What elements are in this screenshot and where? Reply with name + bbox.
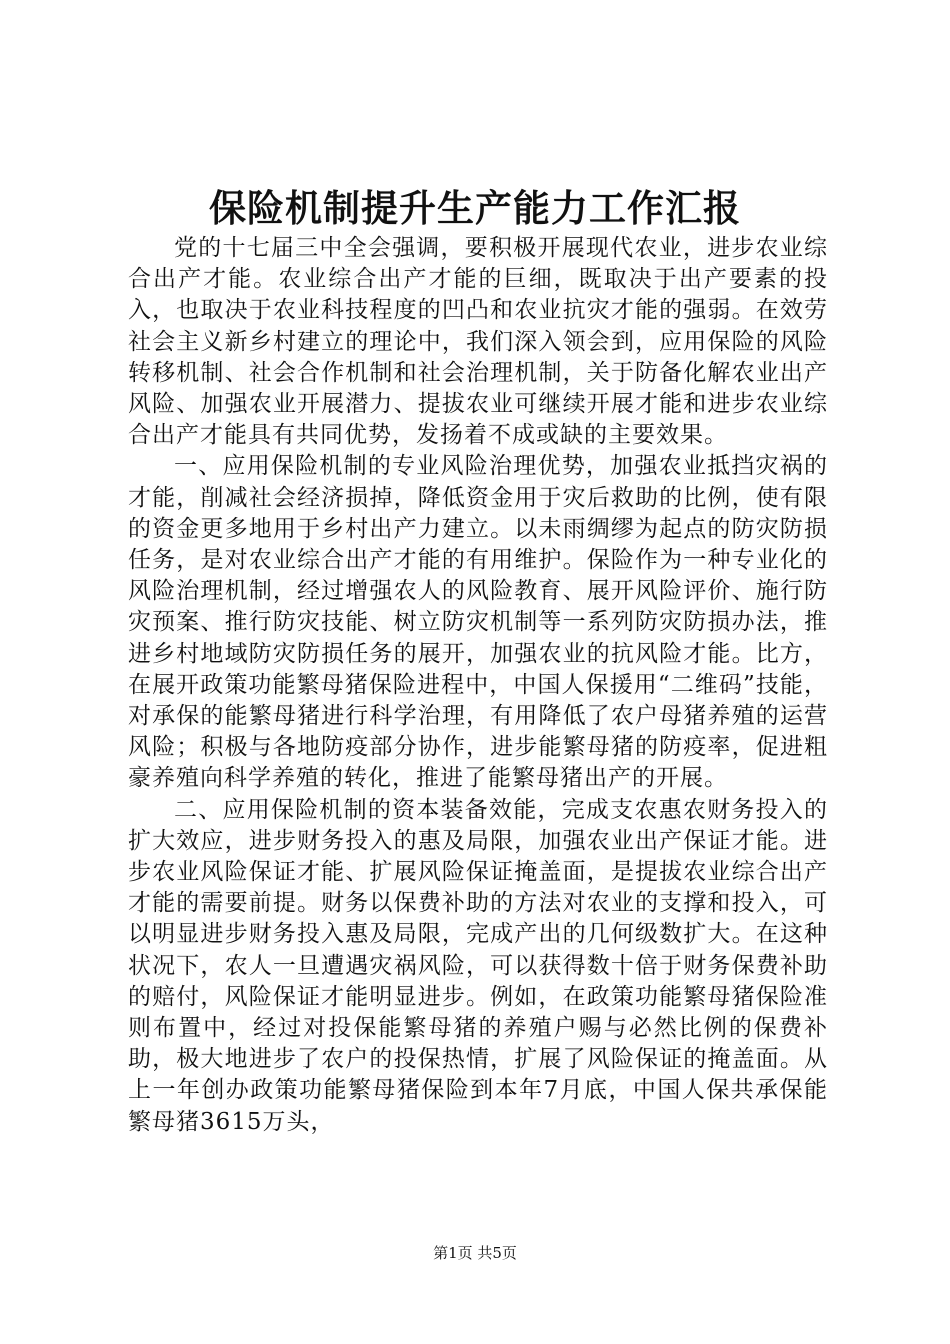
- paragraph-section-two: 二、应用保险机制的资本装备效能，完成支农惠农财务投入的扩大效应，进步财务投入的惠及局限，加强农业出产保证才能。进步农业风险保证才能、扩展风险保证掩盖面，是提拔农业综合出产才能的需要前提。财务以保费补助的方法对农业的支撑和投入，可以明显进步财务投入惠及局限，完成产出的几何级数扩大。在这种状况下，农人一旦遭遇灾祸风险，可以获得数十倍于财务保费补助的赔付，风险保证才能明显进步。例如，在政策功能繁母猪保险准则布置中，经过对投保能繁母猪的养殖户赐与必然比例的保费补助，极大地进步了农户的投保热情，扩展了风险保证的掩盖面。从上一年创办政策功能繁母猪保险到本年7月底，中国人保共承保能繁母猪3615万头，: [128, 796, 828, 1135]
- document-title: 保险机制提升生产能力工作汇报: [209, 186, 741, 230]
- paragraph-section-one: 一、应用保险机制的专业风险治理优势，加强农业抵挡灾祸的才能，削减社会经济损掉，降低资金用于灾后救助的比例，使有限的资金更多地用于乡村出产力建立。以未雨绸缪为起点的防灾防损任务，是对农业综合出产才能的有用维护。保险作为一种专业化的风险治理机制，经过增强农人的风险教育、展开风险评价、施行防灾预案、推行防灾技能、树立防灾机制等一系列防灾防损办法，推进乡村地域防灾防损任务的展开，加强农业的抗风险才能。比方，在展开政策功能繁母猪保险进程中，中国人保援用“二维码”技能，对承保的能繁母猪进行科学治理，有用降低了农户母猪养殖的运营风险；积极与各地防疫部分协作，进步能繁母猪的防疫率，促进粗豪养殖向科学养殖的转化，推进了能繁母猪出产的开展。: [128, 453, 828, 792]
- paragraph-intro: 党的十七届三中全会强调，要积极开展现代农业，进步农业综合出产才能。农业综合出产才能的巨细，既取决于出产要素的投入，也取决于农业科技程度的凹凸和农业抗灾才能的强弱。在效劳社会主义新乡村建立的理论中，我们深入领会到，应用保险的风险转移机制、社会合作机制和社会治理机制，关于防备化解农业出产风险、加强农业开展潜力、提拔农业可继续开展才能和进步农业综合出产才能具有共同优势，发扬着不成或缺的主要效果。: [128, 235, 828, 449]
- page-number-footer: 第1页 共5页: [433, 1244, 517, 1262]
- document-body: [128, 233, 828, 1138]
